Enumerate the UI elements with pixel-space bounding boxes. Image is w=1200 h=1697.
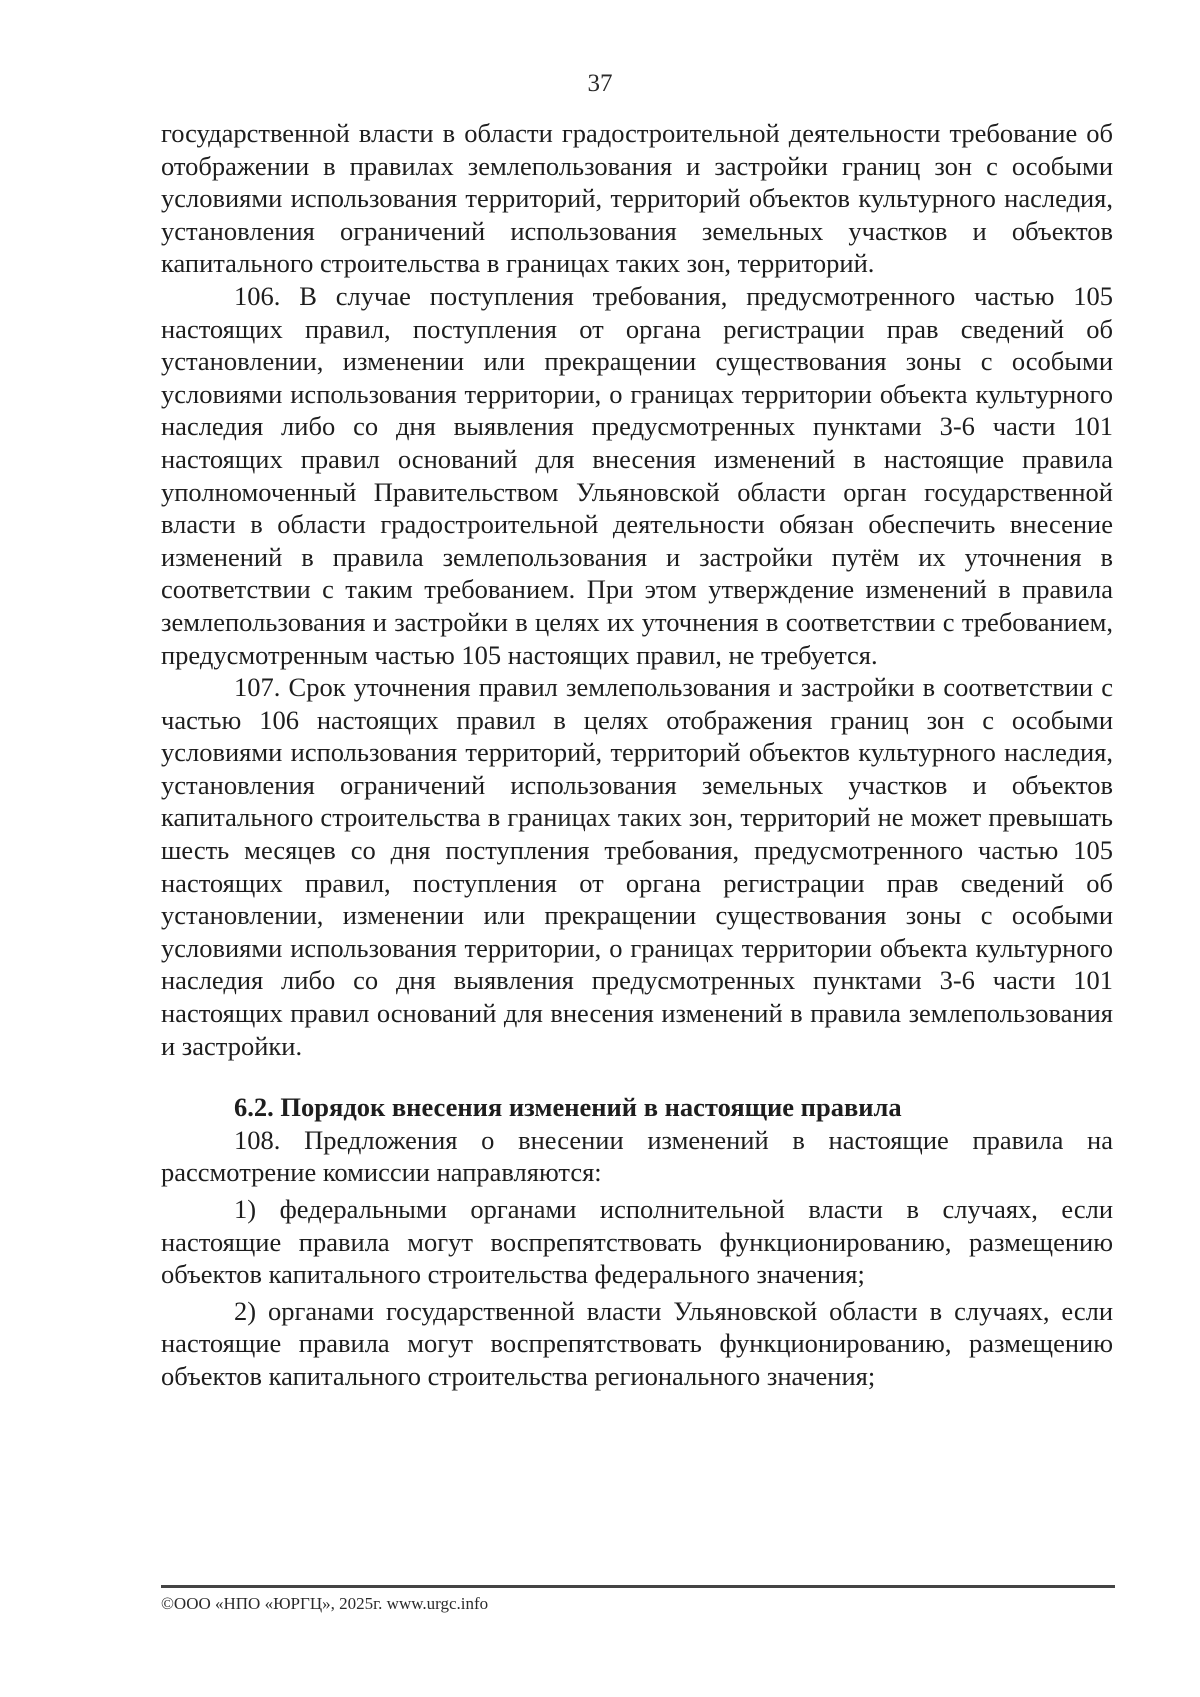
footer-divider bbox=[161, 1585, 1115, 1588]
paragraph-continuation: государственной власти в области градостроительной деятельности требование об отображении в правилах землепользования и застройки границ зон с особыми условиями использования территорий, территорий объектов культурного наследия, установления ограничений использования земельных участков и объектов капитального строительства в границах таких зон, территорий. bbox=[161, 118, 1113, 279]
page-number: 37 bbox=[587, 70, 613, 97]
paragraph-106: 106. В случае поступления требования, предусмотренного частью 105 настоящих правил, поступления от органа регистрации прав сведений об установлении, изменении или прекращении существования зоны с особыми условиями использования территории, о границах территории объекта культурного наследия либо со дня выявления предусмотренных пунктами 3-6 части 101 настоящих правил оснований для внесения изменений в настоящие правила уполномоченный Правительством Ульяновской области орган государственной власти в области градостроительной деятельности обязан обеспечить внесение изменений в правила землепользования и застройки путём их уточнения в соответствии с таким требованием. При этом утверждение изменений в правила землепользования и застройки в целях их уточнения в соответствии с требованием, предусмотренным частью 105 настоящих правил, не требуется. bbox=[161, 280, 1113, 670]
footer-copyright: ©ООО «НПО «ЮРГЦ», 2025г. www.urgc.info bbox=[161, 1594, 489, 1613]
section-heading-6-2: 6.2. Порядок внесения изменений в настоящие правила bbox=[234, 1092, 902, 1123]
list-item-1: 1) федеральными органами исполнительной власти в случаях, если настоящие правила могут воспрепятствовать функционированию, размещению объектов капитального строительства федерального значения; bbox=[161, 1194, 1113, 1290]
paragraph-107: 107. Срок уточнения правил землепользования и застройки в соответствии с частью 106 настоящих правил в целях отображения границ зон с особыми условиями использования территорий, территорий объектов культурного наследия, установления ограничений использования земельных участков и объектов капитального строительства в границах таких зон, территорий не может превышать шесть месяцев со дня поступления требования, предусмотренного частью 105 настоящих правил, поступления от органа регистрации прав сведений об установлении, изменении или прекращении существования зоны с особыми условиями использования территории, о границах территории объекта культурного наследия либо со дня выявления предусмотренных пунктами 3-6 части 101 настоящих правил оснований для внесения изменений в правила землепользования и застройки. bbox=[161, 672, 1113, 1061]
document-body bbox=[161, 117, 1113, 1393]
list-item-2: 2) органами государственной власти Ульяновской области в случаях, если настоящие правила могут воспрепятствовать функционированию, размещению объектов капитального строительства регионального значения; bbox=[161, 1295, 1113, 1391]
paragraph-108: 108. Предложения о внесении изменений в настоящие правила на рассмотрение комиссии направляются: bbox=[161, 1124, 1113, 1188]
